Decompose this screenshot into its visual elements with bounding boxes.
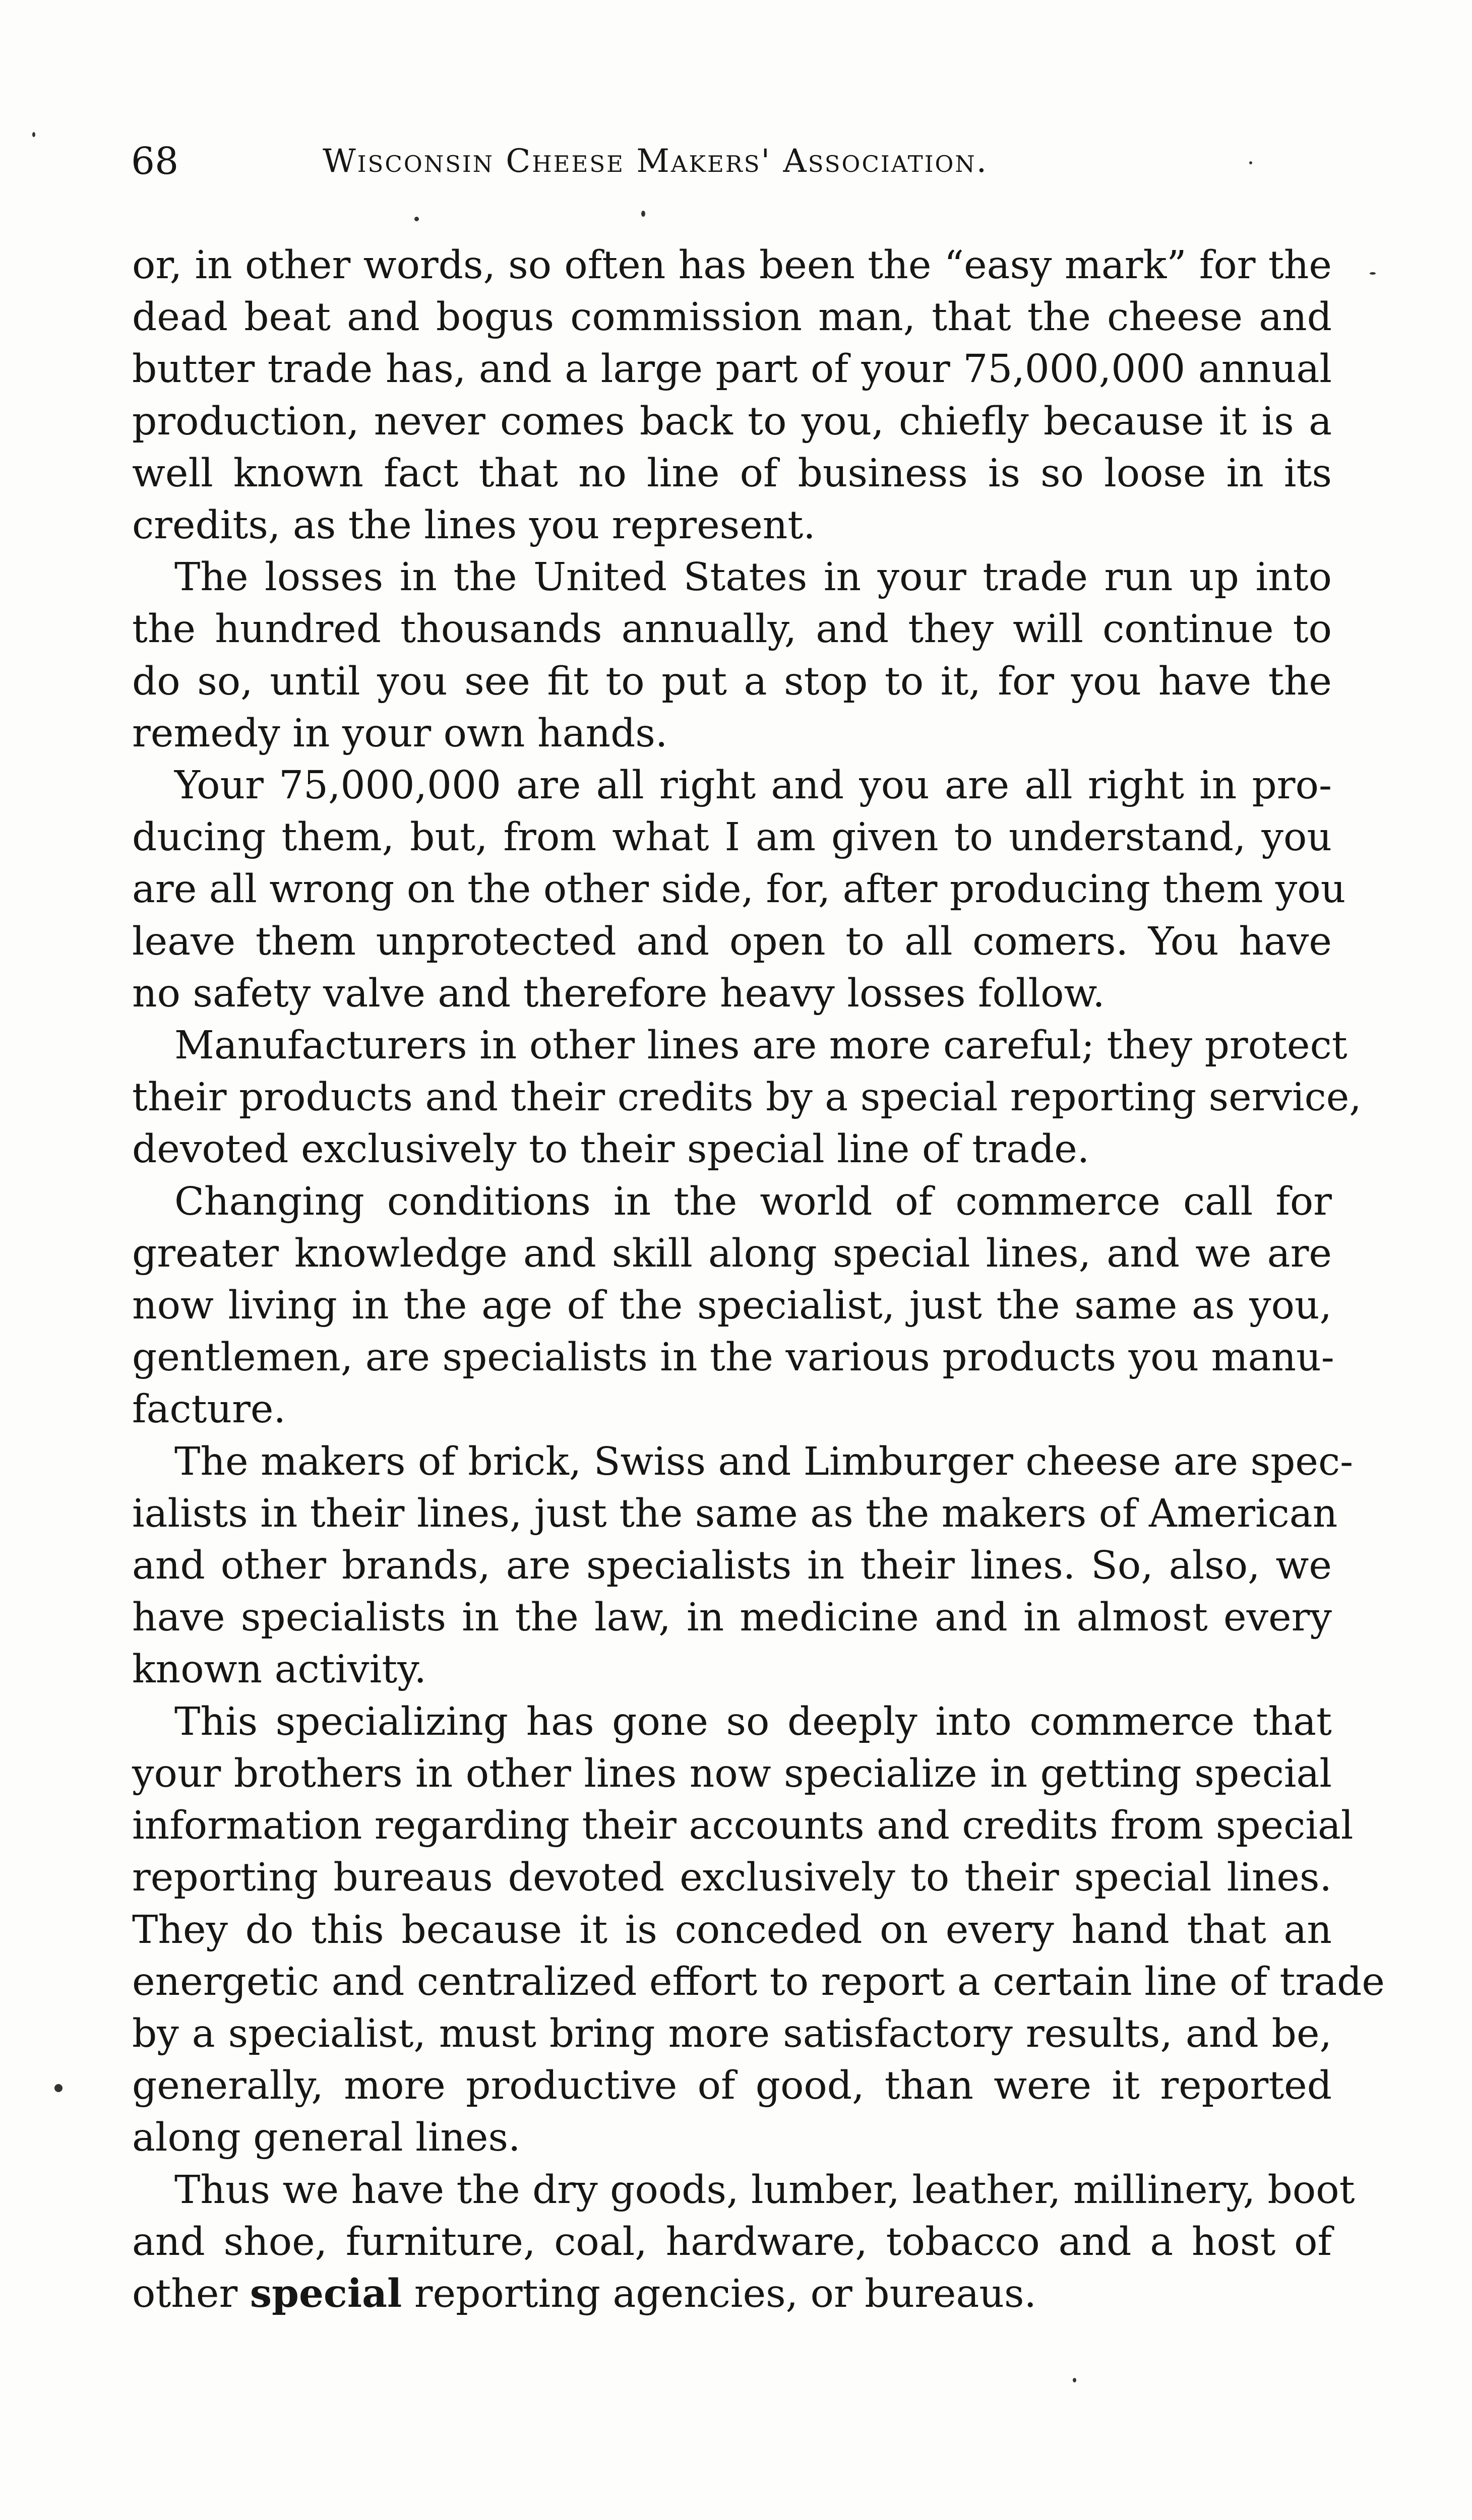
scan-speck xyxy=(54,2084,63,2092)
text-line: ialists in their lines, just the same as the makers of American xyxy=(132,1491,1338,1536)
scan-speck xyxy=(414,217,419,221)
bold-word-special: special xyxy=(250,2271,402,2316)
text-line: leave them unprotected and open to all comers. You have xyxy=(132,919,1332,964)
text-line: The losses in the United States in your trade run up into xyxy=(174,555,1332,600)
paragraph-2 xyxy=(132,551,1332,760)
text-line: generally, more productive of good, than were it reported xyxy=(132,2063,1332,2109)
paragraph-6 xyxy=(132,1436,1354,1696)
text-line: They do this because it is conceded on every hand that an xyxy=(132,1907,1332,1952)
text-line: credits, as the lines you represent. xyxy=(132,503,816,548)
text-line: by a specialist, must bring more satisfactory results, and be, xyxy=(132,2011,1332,2056)
text-line: are all wrong on the other side, for, after producing them you xyxy=(132,867,1346,912)
text-line: now living in the age of the specialist, just the same as you, xyxy=(132,1283,1332,1329)
text-line: the hundred thousands annually, and they will continue to xyxy=(132,607,1332,652)
text-line: production, never comes back to you, chiefly because it is a xyxy=(132,399,1332,444)
text-line: known activity. xyxy=(132,1647,427,1692)
text-run: other xyxy=(132,2271,250,2316)
text-line: and shoe, furniture, coal, hardware, tobacco and a host of xyxy=(132,2219,1332,2264)
scan-speck xyxy=(1249,161,1252,164)
text-line: have specialists in the law, in medicine and in almost every xyxy=(132,1595,1332,1641)
text-run: reporting agencies, or bureaus. xyxy=(402,2271,1036,2316)
text-line: well known fact that no line of business is so loose in its xyxy=(132,451,1332,496)
text-line: This specializing has gone so deeply into commerce that xyxy=(174,1699,1332,1744)
scan-speck xyxy=(1370,272,1376,275)
text-line: energetic and centralized effort to report a certain line of trade xyxy=(132,1959,1385,2004)
text-line: their products and their credits by a special reporting service, xyxy=(132,1075,1362,1120)
text-line: devoted exclusively to their special line of trade. xyxy=(132,1127,1090,1172)
paragraph-8 xyxy=(132,2164,1355,2320)
text-line: dead beat and bogus commission man, that the cheese and xyxy=(132,295,1332,340)
text-line: your brothers in other lines now specialize in getting special xyxy=(132,1751,1332,1796)
paragraph-7 xyxy=(132,1696,1385,2164)
text-line: butter trade has, and a large part of your 75,000,000 annual xyxy=(132,347,1332,392)
text-line: along general lines. xyxy=(132,2115,521,2161)
text-line-final xyxy=(132,2268,1332,2320)
text-line: Changing conditions in the world of commerce call for xyxy=(174,1179,1332,1224)
running-title: Wisconsin Cheese Makers' Association. xyxy=(323,143,989,180)
text-line: and other brands, are specialists in their lines. So, also, we xyxy=(132,1543,1332,1589)
text-line: Manufacturers in other lines are more careful; they protect xyxy=(174,1023,1347,1068)
text-line: reporting bureaus devoted exclusively to their special lines. xyxy=(132,1855,1332,1901)
text-line: remedy in your own hands. xyxy=(132,711,668,756)
paragraph-4 xyxy=(132,1020,1362,1176)
scan-speck xyxy=(641,211,645,217)
scan-speck xyxy=(1073,2378,1076,2382)
scan-speck xyxy=(32,132,35,137)
text-line: Your 75,000,000 are all right and you are all right in pro- xyxy=(174,763,1332,808)
text-line: do so, until you see fit to put a stop to it, for you have the xyxy=(132,659,1332,704)
text-line: information regarding their accounts and credits from special xyxy=(132,1803,1354,1849)
text-line: Thus we have the dry goods, lumber, leather, millinery, boot xyxy=(174,2167,1355,2213)
paragraph-3 xyxy=(132,760,1346,1020)
text-line: facture. xyxy=(132,1387,286,1432)
text-line: The makers of brick, Swiss and Limburger cheese are spec- xyxy=(174,1439,1354,1484)
text-line: gentlemen, are specialists in the various products you manu- xyxy=(132,1335,1334,1380)
text-line: greater knowledge and skill along special lines, and we are xyxy=(132,1231,1332,1276)
page-header xyxy=(131,136,1341,197)
text-line: ducing them, but, from what I am given to understand, you xyxy=(132,815,1332,860)
page-number: 68 xyxy=(131,140,179,183)
paragraph-1 xyxy=(132,239,1332,551)
paragraph-5 xyxy=(132,1176,1332,1436)
text-line: no safety valve and therefore heavy losses follow. xyxy=(132,971,1105,1016)
text-line: or, in other words, so often has been the “easy mark” for the xyxy=(132,243,1332,288)
body-text xyxy=(132,239,1385,2320)
